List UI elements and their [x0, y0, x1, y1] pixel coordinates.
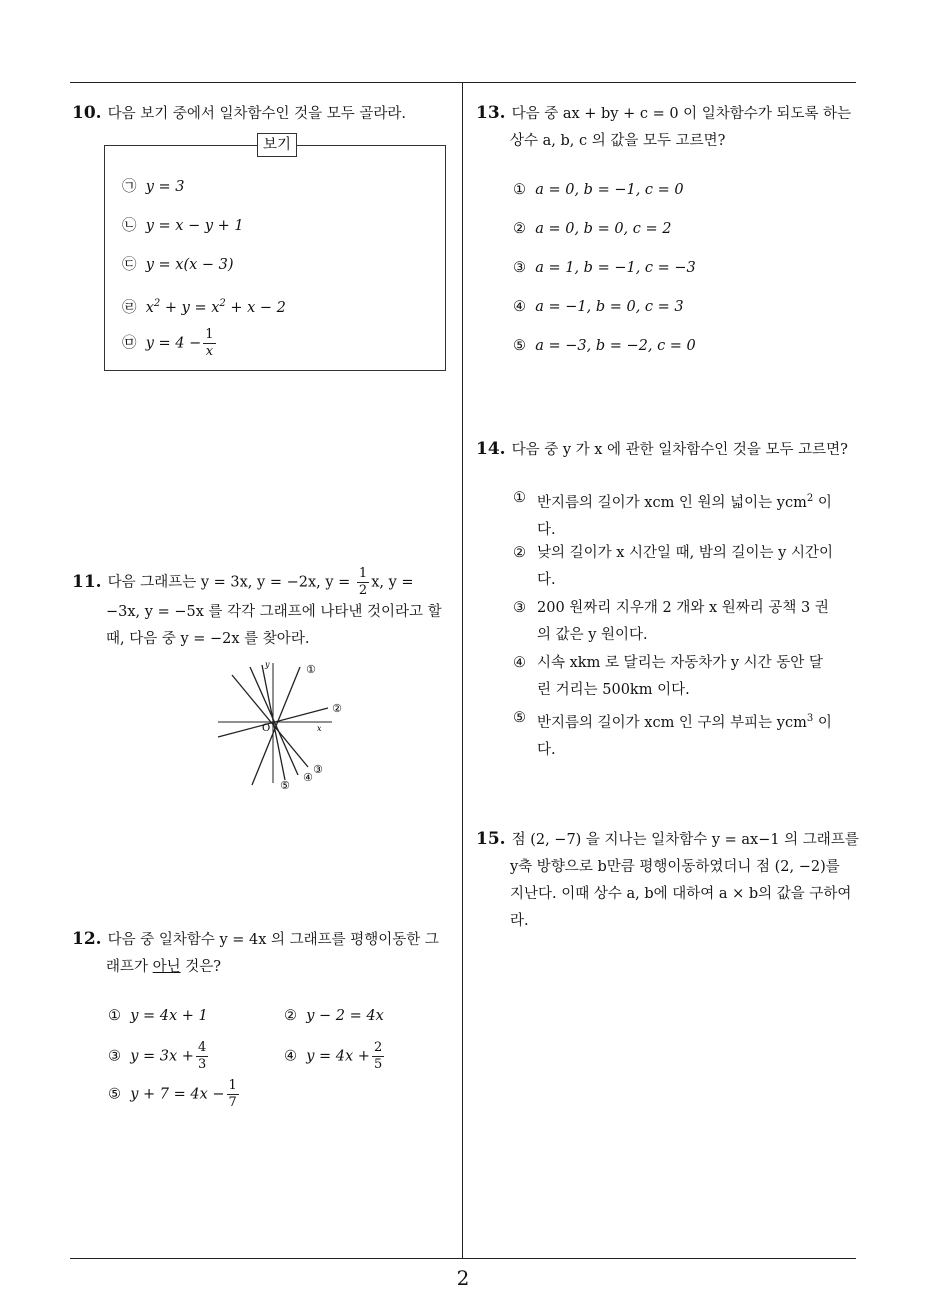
answer-option[interactable]: ③ y = 3x + $\frac{4}{3}$	[108, 1040, 207, 1072]
graph-line-label: ①	[306, 663, 316, 676]
graph-line-4	[250, 667, 298, 775]
answer-option[interactable]: ② 낮의 길이가 x 시간일 때, 밤의 길이는 y 시간이다.	[513, 545, 833, 588]
question-14: 14. 다음 중 y 가 x 에 관한 일차함수인 것을 모두 고르면?	[476, 439, 848, 459]
question-number: 14.	[476, 439, 506, 459]
question-number: 10.	[72, 103, 102, 123]
emphasis-underline: 아닌	[152, 959, 181, 975]
answer-option[interactable]: ⑤ 반지름의 길이가 xcm 인 구의 부피는 ycm$^3$ 이다.	[513, 710, 832, 758]
graph-line-label: ③	[313, 763, 323, 776]
answer-option[interactable]: ④ a = −1, b = 0, c = 3	[513, 299, 684, 315]
example-item: ㉢ y = x(x − 3)	[122, 257, 234, 273]
top-rule	[70, 82, 856, 83]
question-number: 12.	[72, 929, 102, 949]
graph-line-label: ④	[303, 771, 313, 784]
fraction: $\frac{1}{7}$	[228, 1078, 237, 1110]
question-11: 11. 다음 그래프는 y = 3x, y = −2x, y = $\frac{1}{2}$ x, y = −3x, y = −5x 를 각각 그래프에 나타낸 것이라고 할 때, 다음 중 y = −2x 를 찾아라.	[72, 566, 442, 647]
question-text: 다음 보기 중에서 일차함수인 것을 모두 골라라.	[107, 106, 406, 122]
answer-option[interactable]: ④ y = 4x + $\frac{2}{5}$	[284, 1040, 383, 1072]
answer-option[interactable]: ① y = 4x + 1	[108, 1008, 208, 1024]
line-graph-figure	[210, 655, 350, 795]
origin-label: O	[262, 723, 271, 734]
fraction: $\frac{1}{x}$	[205, 327, 214, 359]
example-item: ㉠ y = 3	[122, 179, 185, 195]
question-number: 15.	[476, 829, 506, 849]
answer-option[interactable]: ⑤ y + 7 = 4x − $\frac{1}{7}$	[108, 1078, 237, 1110]
bottom-rule	[70, 1258, 856, 1259]
answer-option[interactable]: ③ 200 원짜리 지우개 2 개와 x 원짜리 공책 3 권의 값은 y 원이다.	[513, 600, 829, 643]
page-number: 2	[456, 1266, 470, 1290]
answer-option[interactable]: ① a = 0, b = −1, c = 0	[513, 182, 684, 198]
graph-line-label: ⑤	[280, 779, 290, 792]
fraction: $\frac{1}{2}$	[358, 566, 368, 598]
column-divider	[462, 83, 463, 1259]
question-15: 15. 점 (2, −7) 을 지나는 일차함수 y = ax−1 의 그래프를 y축 방향으로 b만큼 평행이동하였더니 점 (2, −2)를 지난다. 이때 상수 a, b에 대하여 a × b의 값을 구하여 라.	[476, 829, 859, 929]
fraction: $\frac{2}{5}$	[373, 1040, 383, 1072]
graph-line-3	[232, 675, 308, 767]
question-12: 12. 다음 중 일차함수 y = 4x 의 그래프를 평행이동한 그 래프가 아닌 것은?	[72, 929, 439, 975]
question-number: 11.	[72, 571, 102, 592]
graph-line-label: ②	[332, 702, 342, 715]
answer-option[interactable]: ① 반지름의 길이가 xcm 인 원의 넓이는 ycm$^2$ 이다.	[513, 490, 832, 538]
answer-option[interactable]: ⑤ a = −3, b = −2, c = 0	[513, 338, 696, 354]
answer-option[interactable]: ② a = 0, b = 0, c = 2	[513, 221, 672, 237]
question-number: 13.	[476, 103, 506, 123]
answer-option[interactable]: ③ a = 1, b = −1, c = −3	[513, 260, 696, 276]
example-item: ㉣ $x^2 + y = x^2 + x - 2$	[122, 298, 286, 316]
fraction: $\frac{4}{3}$	[197, 1040, 207, 1072]
answer-option[interactable]: ② y − 2 = 4x	[284, 1008, 384, 1024]
example-item: ㉡ y = x − y + 1	[122, 218, 244, 234]
x-axis-label: x	[317, 724, 322, 733]
example-item: ㉤ y = 4 − $\frac{1}{x}$	[122, 327, 214, 359]
question-10	[72, 100, 406, 128]
question-13: 13. 다음 중 ax + by + c = 0 이 일차함수가 되도록 하는 상수 a, b, c 의 값을 모두 고르면?	[476, 103, 852, 149]
example-box-label: 보기	[257, 133, 297, 157]
answer-option[interactable]: ④ 시속 xkm 로 달리는 자동차가 y 시간 동안 달린 거리는 500km 이다.	[513, 655, 823, 698]
y-axis-label: y	[265, 660, 270, 669]
